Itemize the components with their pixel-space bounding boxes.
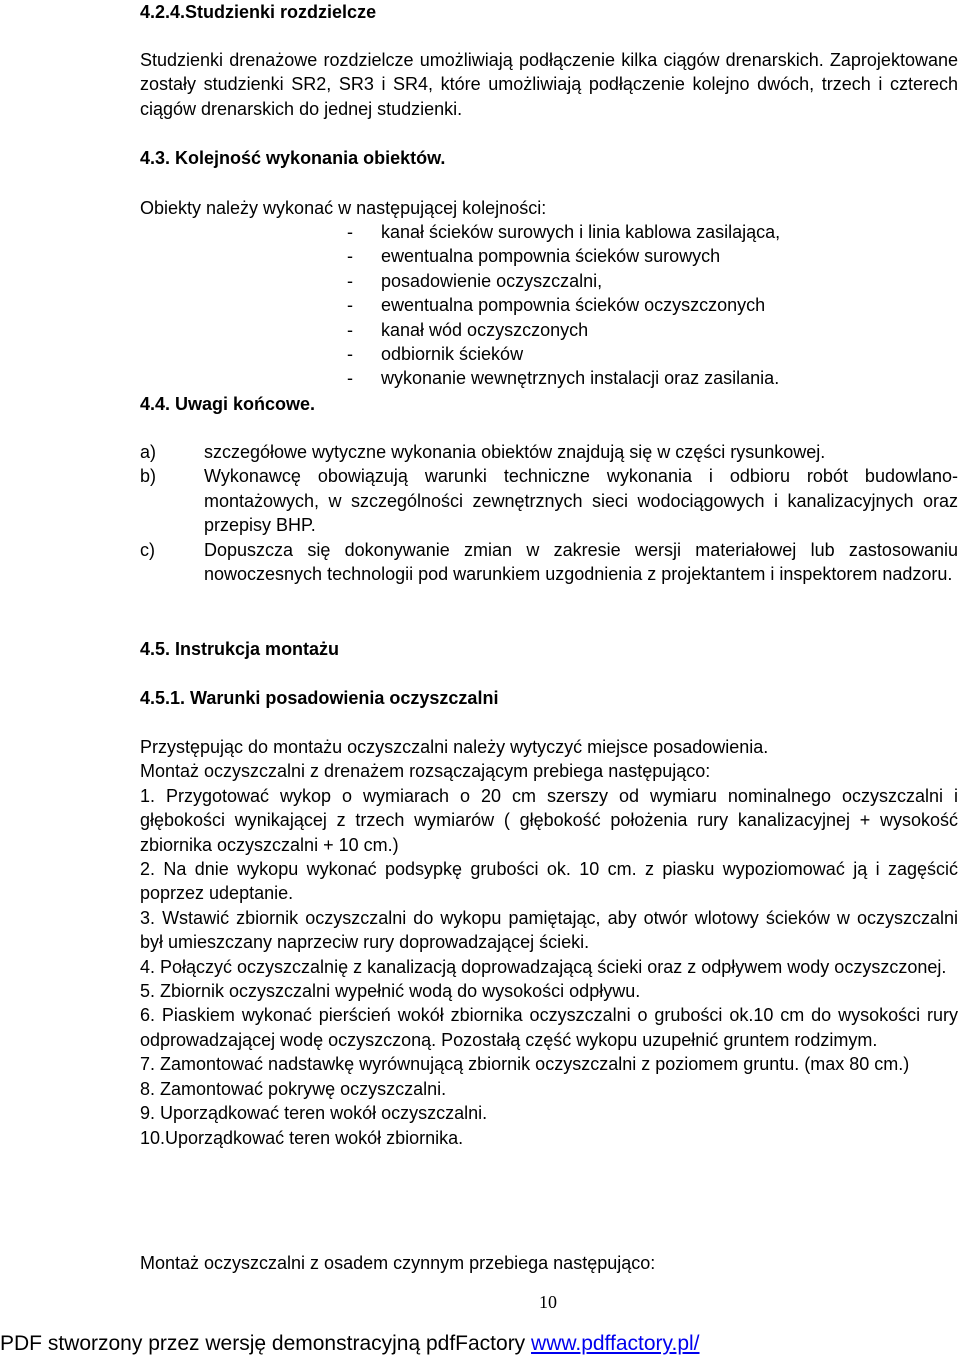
list-item: - ewentualna pompownia ścieków surowych xyxy=(347,244,957,268)
section-title-4-5-1: 4.5.1. Warunki posadowienia oczyszczalni xyxy=(140,688,499,708)
list-item-text: szczegółowe wytyczne wykonania obiektów znajdują się w części rysunkowej. xyxy=(204,442,826,462)
list-item: - kanał wód oczyszczonych xyxy=(347,318,957,342)
paragraph: 4. Połączyć oczyszczalnię z kanalizacją doprowadzającą ścieki oraz z odpływem wody oczyszczonej. xyxy=(140,956,947,977)
paragraph: 3. Wstawić zbiornik oczyszczalni do wykopu pamiętając, aby otwór wlotowy ścieków w oczyszczalni był umieszczany naprzeciw rury doprowadzającej ścieki. xyxy=(140,907,958,953)
list-item: - kanał ścieków surowych i linia kablowa zasilająca, xyxy=(347,220,957,244)
sequence-list xyxy=(347,220,957,391)
list-item-label: a) xyxy=(140,442,157,462)
section-title-4-4: 4.4. Uwagi końcowe. xyxy=(140,394,316,414)
list-item-text: ewentualna pompownia ścieków surowych xyxy=(381,246,721,267)
section-title-4-5: 4.5. Instrukcja montażu xyxy=(140,639,340,659)
pdf-footer xyxy=(0,1330,960,1358)
list-item: - odbiornik ścieków xyxy=(347,342,957,366)
footer-link[interactable]: www.pdffactory.pl/ xyxy=(531,1332,700,1355)
paragraph: 2. Na dnie wykopu wykonać podsypkę grubości ok. 10 cm. z piasku wypoziomować ją i zagęścić poprzez udeptanie. xyxy=(140,859,958,904)
paragraph: Montaż oczyszczalni z drenażem rozsączającym prebiega następująco: xyxy=(140,761,711,782)
section-paragraph-4-2-4: Studzienki drenażowe rozdzielcze umożliwiają podłączenie kilka ciągów drenarskich. Zaprojektowane zostały studzienki SR2, SR3 i SR4, które umożliwiają podłączenie kolejno dwóch, trzech i czterech ciągów drenarskich do jednej studzienki. xyxy=(140,50,958,119)
list-item-text: kanał wód oczyszczonych xyxy=(381,319,589,340)
list-item-text: posadowienie oczyszczalni, xyxy=(381,270,603,291)
list-item-label: b) xyxy=(140,466,157,487)
list-item xyxy=(140,440,958,464)
installation-steps xyxy=(140,735,958,1150)
page-number: 10 xyxy=(539,1292,557,1312)
list-item-text: odbiornik ścieków xyxy=(381,344,524,365)
list-item: - wykonanie wewnętrznych instalacji oraz zasilania. xyxy=(347,366,957,390)
list-item: - posadowienie oczyszczalni, xyxy=(347,269,957,293)
paragraph-last: Montaż oczyszczalni z osadem czynnym przebiega następująco: xyxy=(140,1253,656,1273)
sequence-intro: Obiekty należy wykonać w następującej kolejności: xyxy=(140,198,547,218)
paragraph: 9. Uporządkować teren wokół oczyszczalni. xyxy=(140,1103,488,1124)
section-title-4-2-4: 4.2.4.Studzienki rozdzielcze xyxy=(140,2,377,22)
remarks-list xyxy=(140,440,958,586)
list-item-text: ewentualna pompownia ścieków oczyszczonych xyxy=(381,295,766,316)
list-item-text: wykonanie wewnętrznych instalacji oraz zasilania. xyxy=(381,368,780,389)
list-item-text: Dopuszcza się dokonywanie zmian w zakresie wersji materiałowej lub zastosowaniu nowoczesnych technologii pod warunkiem uzgodnienia z projektantem i inspektorem nadzoru. xyxy=(204,539,958,585)
footer-text: PDF stworzony przez wersję demonstracyjną pdfFactory xyxy=(0,1332,532,1355)
paragraph: Przystępując do montażu oczyszczalni należy wytyczyć miejsce posadowienia. xyxy=(140,737,769,757)
paragraph: 10.Uporządkować teren wokół zbiornika. xyxy=(140,1127,464,1148)
list-item xyxy=(140,464,958,537)
list-item-text: Wykonawcę obowiązują warunki techniczne wykonania i odbioru robót budowlano-montażowych, w szczególności zewnętrznych sieci wodociągowych i kanalizacyjnych oraz przepisy BHP. xyxy=(204,466,958,536)
paragraph: 1. Przygotować wykop o wymiarach o 20 cm szerszy od wymiaru nominalnego oczyszczalni i głębokości wynikającej z trzech wymiarów ( głębokość położenia rury kanalizacyjnej + wysokość zbiornika oczyszczalni + 10 cm.) xyxy=(140,785,958,855)
paragraph: 7. Zamontować nadstawkę wyrównującą zbiornik oczyszczalni z poziomem gruntu. (max 80 cm.) xyxy=(140,1054,910,1075)
paragraph: 8. Zamontować pokrywę oczyszczalni. xyxy=(140,1078,447,1099)
paragraph: 5. Zbiornik oczyszczalni wypełnić wodą do wysokości odpływu. xyxy=(140,981,641,1002)
list-item-text: kanał ścieków surowych i linia kablowa zasilająca, xyxy=(381,222,781,242)
paragraph: 6. Piaskiem wykonać pierścień wokół zbiornika oczyszczalni o grubości ok.10 cm do wysokości rury odprowadzającej wodę oczyszczoną. Pozostałą część wykopu uzupełnić gruntem rodzimym. xyxy=(140,1005,958,1050)
list-item xyxy=(140,538,958,587)
section-title-4-3: 4.3. Kolejność wykonania obiektów. xyxy=(140,148,446,168)
list-item: - ewentualna pompownia ścieków oczyszczonych xyxy=(347,293,957,317)
list-item-label: c) xyxy=(140,539,155,560)
